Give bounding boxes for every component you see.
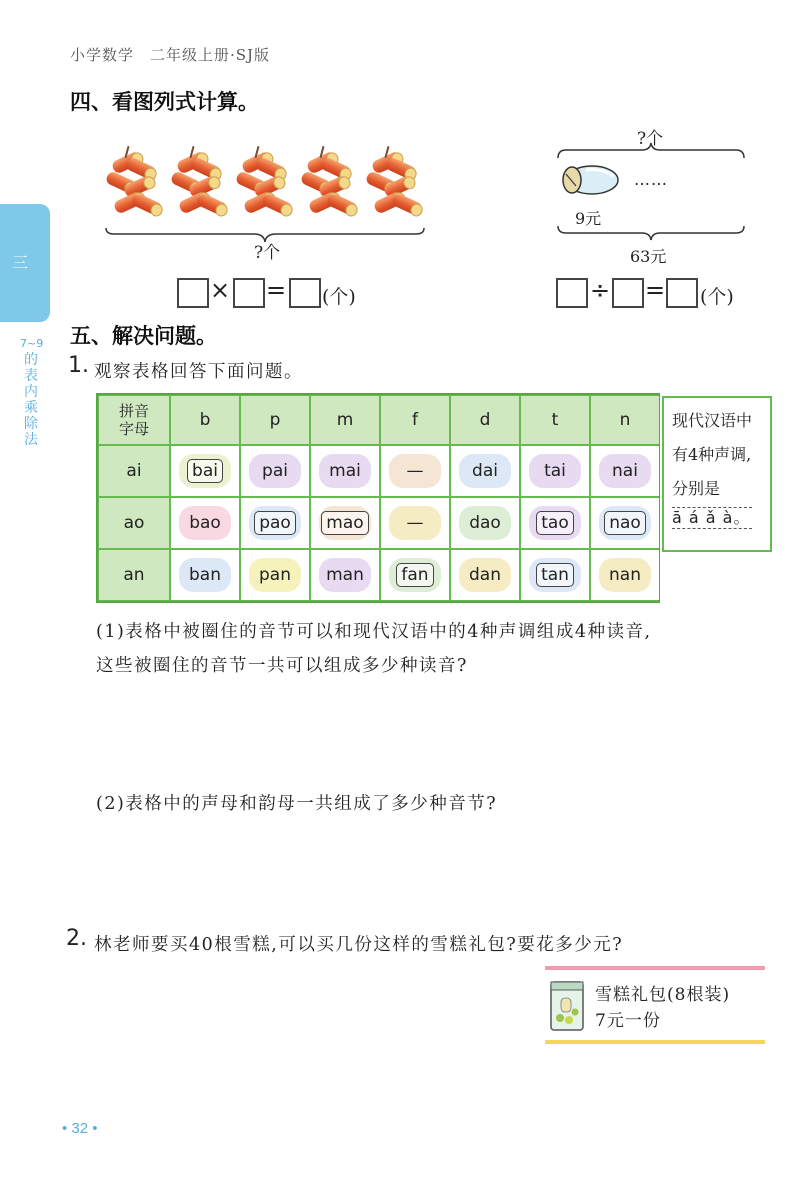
syllable-cell bbox=[311, 446, 379, 496]
circled-syllable: bai bbox=[187, 459, 223, 483]
syllable: bao bbox=[189, 513, 221, 533]
syllable: man bbox=[326, 565, 364, 585]
right-bottom-brace bbox=[556, 224, 746, 242]
syllable-cell bbox=[521, 498, 589, 548]
answer-box-5[interactable] bbox=[612, 278, 644, 308]
row-final: an bbox=[99, 550, 169, 600]
syllable-cell bbox=[241, 446, 309, 496]
chapter-char: 表 bbox=[24, 368, 38, 384]
row-final: ao bbox=[99, 498, 169, 548]
times-sign: × bbox=[210, 276, 231, 304]
q1-text: 观察表格回答下面问题。 bbox=[94, 362, 303, 382]
circled-syllable: tan bbox=[536, 563, 574, 587]
syllable: mai bbox=[329, 461, 361, 481]
right-top-brace bbox=[556, 142, 746, 160]
syllable-cell bbox=[451, 550, 519, 600]
syllable-cell bbox=[451, 498, 519, 548]
syllable-cell bbox=[241, 498, 309, 548]
answer-box-1[interactable] bbox=[177, 278, 209, 308]
circled-syllable: nao bbox=[604, 511, 646, 535]
syllable-cell bbox=[521, 446, 589, 496]
answer-box-4[interactable] bbox=[556, 278, 588, 308]
section5-title: 五、解决问题。 bbox=[70, 324, 217, 348]
answer-box-3[interactable] bbox=[289, 278, 321, 308]
firecracker-bundle bbox=[169, 150, 229, 220]
firecracker-bundle bbox=[234, 150, 294, 220]
syllable: — bbox=[406, 461, 424, 481]
q1-sub1-line2: 这些被圈住的音节一共可以组成多少种读音? bbox=[96, 656, 468, 676]
chapter-char: 法 bbox=[24, 432, 38, 448]
note-line1: 现代汉语中 bbox=[672, 411, 753, 430]
syllable: ban bbox=[189, 565, 221, 585]
unit-label-2: (个) bbox=[700, 286, 734, 308]
firecracker-bundles bbox=[104, 150, 434, 230]
yellow-bar bbox=[545, 1040, 765, 1044]
page-dot-left: • bbox=[62, 1120, 72, 1137]
circled-syllable: pao bbox=[254, 511, 296, 535]
divide-sign: ÷ bbox=[590, 276, 611, 304]
circled-syllable: mao bbox=[321, 511, 368, 535]
equals-sign-2: = bbox=[645, 276, 666, 304]
syllable-cell bbox=[241, 550, 309, 600]
syllable-cell bbox=[591, 446, 659, 496]
syllable: pai bbox=[262, 461, 288, 481]
corner-label: 字母 bbox=[118, 420, 149, 438]
gift-line1: 雪糕礼包(8根装) bbox=[595, 985, 731, 1005]
table-corner-cell bbox=[99, 396, 169, 444]
syllable: dao bbox=[469, 513, 501, 533]
syllable-cell bbox=[381, 446, 449, 496]
syllable-cell bbox=[171, 498, 239, 548]
page-dot-right: • bbox=[88, 1120, 98, 1137]
syllable-cell bbox=[521, 550, 589, 600]
header-initial: n bbox=[591, 396, 659, 444]
chapter-char: 内 bbox=[24, 384, 38, 400]
pink-bar bbox=[545, 966, 765, 970]
total-label: 63元 bbox=[630, 247, 667, 266]
header-initial: m bbox=[311, 396, 379, 444]
syllable: nai bbox=[612, 461, 638, 481]
tone-marks: ā á ǎ à。 bbox=[672, 508, 751, 527]
gift-line2: 7元一份 bbox=[595, 1011, 661, 1031]
firecracker-stick bbox=[391, 192, 424, 216]
firecracker-stick bbox=[326, 192, 359, 216]
header-initial: p bbox=[241, 396, 309, 444]
price-label: 9元 bbox=[575, 209, 602, 228]
syllable-table bbox=[96, 393, 660, 603]
equals-sign: = bbox=[266, 276, 287, 304]
page-number-text: 32 bbox=[71, 1120, 89, 1137]
corner-label: 拼音 bbox=[118, 402, 149, 420]
firecracker-stick bbox=[261, 192, 294, 216]
header-initial: t bbox=[521, 396, 589, 444]
circled-syllable: tao bbox=[536, 511, 573, 535]
row-final: ai bbox=[99, 446, 169, 496]
page-number bbox=[62, 1120, 98, 1137]
chapter-char: 7~9 bbox=[20, 337, 44, 350]
header-initial: d bbox=[451, 396, 519, 444]
syllable-cell bbox=[591, 498, 659, 548]
tone-note bbox=[662, 396, 772, 552]
note-line3: 分别是 bbox=[672, 479, 721, 498]
left-brace-label: ?个 bbox=[254, 243, 281, 263]
q1-sub2: (2)表格中的声母和韵母一共组成了多少种音节? bbox=[96, 794, 498, 814]
firecracker-bundle bbox=[104, 150, 164, 220]
chapter-char: 的 bbox=[24, 352, 38, 368]
firecracker-bundle bbox=[364, 150, 424, 220]
circled-syllable: fan bbox=[396, 563, 433, 587]
firecracker-bundle bbox=[299, 150, 359, 220]
q2-text: 林老师要买40根雪糕,可以买几份这样的雪糕礼包?要花多少元? bbox=[94, 935, 624, 955]
syllable-cell bbox=[311, 498, 379, 548]
syllable: tai bbox=[544, 461, 566, 481]
syllable-cell bbox=[381, 550, 449, 600]
pencil-case-icon bbox=[558, 160, 620, 202]
q2-number: 2. bbox=[66, 926, 87, 951]
q1-sub1-line1: (1)表格中被圈住的音节可以和现代汉语中的4种声调组成4种读音, bbox=[96, 622, 652, 642]
answer-box-2[interactable] bbox=[233, 278, 265, 308]
note-line2: 有4种声调, bbox=[672, 445, 752, 464]
syllable: dan bbox=[469, 565, 501, 585]
chapter-number: 三 bbox=[11, 253, 28, 272]
syllable: dai bbox=[472, 461, 498, 481]
syllable: pan bbox=[259, 565, 291, 585]
unit-label: (个) bbox=[322, 286, 356, 308]
syllable-cell bbox=[591, 550, 659, 600]
syllable: — bbox=[406, 513, 424, 533]
header-initial: b bbox=[171, 396, 239, 444]
header-initial: f bbox=[381, 396, 449, 444]
firecracker-stick bbox=[196, 192, 229, 216]
firecracker-stick bbox=[131, 192, 164, 216]
ice-cream-pack-icon bbox=[547, 978, 587, 1034]
gift-pack-card bbox=[545, 966, 765, 1044]
right-top-label: ?个 bbox=[637, 129, 664, 149]
q1-number: 1. bbox=[68, 353, 89, 378]
syllable-cell bbox=[381, 498, 449, 548]
ellipsis: …… bbox=[634, 170, 668, 189]
chapter-char: 乘 bbox=[24, 400, 38, 416]
syllable-cell bbox=[171, 446, 239, 496]
syllable-cell bbox=[311, 550, 379, 600]
syllable-cell bbox=[171, 550, 239, 600]
chapter-title-vertical bbox=[20, 336, 42, 448]
syllable: nan bbox=[609, 565, 641, 585]
syllable-cell bbox=[451, 446, 519, 496]
running-header: 小学数学 二年级上册·SJ版 bbox=[70, 46, 271, 64]
answer-box-6[interactable] bbox=[666, 278, 698, 308]
section4-title: 四、看图列式计算。 bbox=[70, 90, 259, 114]
chapter-char: 除 bbox=[24, 416, 38, 432]
